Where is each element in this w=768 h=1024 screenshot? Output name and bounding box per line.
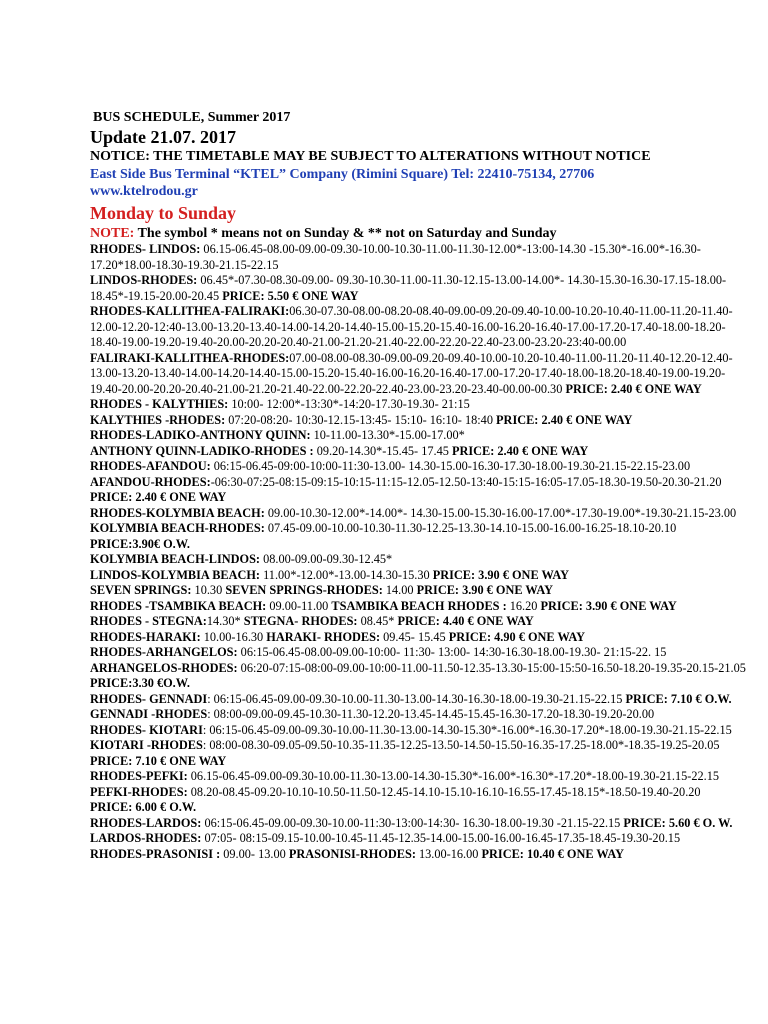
schedule-row [90,816,752,832]
route-name: KALYTHIES -RHODES: [90,412,226,427]
route-name: LARDOS-RHODES: [90,831,202,845]
route-name: FALIRAKI-KALLITHEA-RHODES: [90,350,290,365]
update-date: Update 21.07. 2017 [90,127,237,147]
route-name: RHODES-AFANDOU: [90,459,211,473]
departure-times: : 06:15-06.45-09.00-09.30-10.00-11.30-13.00-14.30-15.30*-16.00*-16.30-17.20*-18.00-19.30-21.15-22.15 [202,722,732,737]
route-name: LINDOS-RHODES: [90,273,198,287]
alteration-notice: NOTICE: THE TIMETABLE MAY BE SUBJECT TO ALTERATIONS WITHOUT NOTICE [90,149,651,164]
price-label: PRICE: 7.10 € ONE WAY [90,753,227,768]
schedule-row [90,738,752,754]
price-label: PRICE:3.30 €O.W. [90,676,190,690]
schedule-row [90,568,752,584]
schedule-title: BUS SCHEDULE, Summer 2017 [93,110,291,125]
website-link[interactable]: www.ktelrodou.gr [90,184,198,199]
departure-times: 06.15-06.45-09.00-09.30-10.00-11.30-13.00-14.30-15.30*-16.00*-16.30*-17.20*-18.00-19.30-21.15-22.15 [187,769,720,783]
route-name: RHODES- KIOTARI [90,722,203,737]
route-name: ARHANGELOS-RHODES: [90,660,238,675]
schedule-row [90,692,752,708]
route-name: PRASONISI-RHODES: [288,846,416,861]
schedule-row [90,614,752,630]
days-heading: Monday to Sunday [90,203,237,223]
route-name: RHODES-KALLITHEA-FALIRAKI: [90,304,290,318]
price-label: PRICE: 4.40 € ONE WAY [397,614,534,628]
terminal-info: East Side Bus Terminal “KTEL” Company (Rimini Square) Tel: 22410-75134, 27706 [90,167,595,182]
price-label: PRICE: 2.40 € ONE WAY [565,381,702,396]
schedule-row [90,552,752,568]
price-label: PRICE: 7.10 € O.W. [625,691,732,706]
schedule-row [90,785,752,801]
price-label: PRICE: 6.00 € O.W. [90,800,197,814]
departure-times: 09.00-11.00 [266,598,332,613]
note-label: NOTE: [90,226,135,241]
route-name: PEFKI-RHODES: [90,784,188,799]
schedule-row [90,599,752,615]
departure-times: : 08:00-08.30-09.05-09.50-10.35-11.35-12.25-13.50-14.50-15.50-16.35-17.25-18.00*-18.35-19.25-20.05 [202,738,720,752]
route-name: GENNADI -RHODES [90,707,208,721]
schedule-row [90,428,752,444]
price-label: PRICE: 2.40 € ONE WAY [496,412,633,427]
price-label: PRICE: 4.90 € ONE WAY [448,629,586,644]
departure-times: : 06:15-06.45-09.00-09.30-10.00-11.30-13.00-14.30-16.30-18.00-19.30-21.15-22.15 [207,691,626,706]
departure-times: 08.00-09.00-09.30-12.45* [260,552,393,566]
schedule-row [90,273,752,304]
schedule-row [90,800,752,816]
route-name: KOLYMBIA BEACH-RHODES: [90,521,265,535]
departure-times: 13.00-16.00 [415,846,482,861]
schedule-row [90,444,752,460]
departure-times: 09.45- 15.45 [380,629,449,644]
price-label: PRICE: 5.60 € O. W. [623,815,733,830]
departure-times: 06:15-06.45-09.00-09.30-10.00-11:30-13:00-14:30- 16.30-18.00-19.30 -21.15-22.15 [201,815,624,830]
route-name: RHODES-PRASONISI : [90,846,221,861]
schedule-row [90,583,752,599]
route-name: HARAKI- RHODES: [266,629,381,644]
schedule-row [90,304,752,351]
price-label: PRICE: 5.50 € ONE WAY [222,288,359,303]
route-name: RHODES-PEFKI: [90,769,188,783]
route-name: RHODES - KALYTHIES: [90,397,229,411]
route-name: RHODES-KOLYMBIA BEACH: [90,505,265,520]
price-label: PRICE: 10.40 € ONE WAY [481,846,624,861]
departure-times: 08.45* [357,614,398,628]
route-name: AFANDOU-RHODES: [90,474,211,489]
departure-times: 14.00 [382,583,417,597]
price-label: PRICE: 3.90 € ONE WAY [416,583,553,597]
departure-times: 06.30-07.30-08.00-08.20-08.40-09.00-09.20-09.40-10.00-10.20-10.40-11.00-11.20-11.40-12.00-12.20-12:40-13.00-13.20-13.40-14.00-14.20-14.40-15.00-15.20-15.40-16.00-16.20-16.40-17.00-17.20-17.40-18.00-18.20-18.40-19.00-19.20-19.40-20.00-20.20-20.40-21.00-21.20-21.40-22.00-22.20-22.40-23.00-23.20-23:40-00.00 [90,304,733,349]
schedule-row [90,707,752,723]
route-name: RHODES- LINDOS: [90,242,201,256]
departure-times: 09.00- 13.00 [220,846,289,861]
route-name: KOLYMBIA BEACH-LINDOS: [90,552,261,566]
schedule-row [90,847,752,863]
departure-times: : 08:00-09.00-09.45-10.30-11.30-12.20-13.45-14.45-15.45-16.30-17.20-18.30-19.20-20.00 [207,707,655,721]
departure-times: 10-11.00-13.30*-15.00-17.00* [310,428,465,442]
schedule-row [90,769,752,785]
departure-times: 07.45-09.00-10.00-10.30-11.30-12.25-13.30-14.10-15.00-16.00-16.25-18.10-20.10 [264,521,677,535]
route-name: TSAMBIKA BEACH RHODES : [331,598,507,613]
route-name: STEGNA- RHODES: [243,614,358,628]
departure-times: 06:15-06.45-09:00-10:00-11:30-13.00- 14.30-15.00-16.30-17.30-18.00-19.30-21.15-22.15-23.00 [210,459,691,473]
departure-times: 10.00-16.30 [200,629,267,644]
schedule-row [90,723,752,739]
departure-times: 10.30 [191,583,226,597]
route-name: RHODES- GENNADI [90,691,208,706]
price-label: PRICE: 3.90 € ONE WAY [540,598,677,613]
schedule-row [90,676,752,692]
departure-times: 16.20 [506,598,541,613]
departure-times: 08.20-08.45-09.20-10.10-10.50-11.50-12.45-14.10-15.10-16.10-16.55-17.45-18.15*-18.50-19.40-20.20 [187,784,701,799]
schedule-row [90,490,752,506]
departure-times: 07.00-08.00-08.30-09.00-09.20-09.40-10.00-10.20-10.40-11.00-11.20-11.40-12.20-12.40-13.00-13.20-13.40-14.00-14.20-14.40-15.00-15.20-15.40-16.00-16.20-16.40-17.00-17.20-17.40-18.00-18.20-18.40-19.00-19.20-19.40-20.00-20.20-20.40-21.00-21.20-21.40-22.00-22.20-22.40-23.00-23.20-23.40-00.00-00.30 [90,350,733,396]
schedule-row [90,645,752,661]
departure-times: -06:30-07:25-08:15-09:15-10:15-11:15-12.05-12.50-13:40-15:15-16:05-17.05-18.30-19.50-20.30-21.20 [210,474,722,489]
schedule-row [90,521,752,537]
symbol-note [90,225,752,242]
route-name: RHODES-LARDOS: [90,815,202,830]
route-name: KIOTARI -RHODES [90,738,203,752]
departure-times: 09.20-14.30*-15.45- 17.45 [313,443,452,458]
schedule-list [90,242,752,862]
schedule-row [90,242,752,273]
departure-times: 11.00*-12.00*-13.00-14.30-15.30 [260,567,433,582]
route-name: LINDOS-KOLYMBIA BEACH: [90,567,261,582]
price-label: PRICE: 2.40 € ONE WAY [90,490,227,504]
route-name: RHODES -TSAMBIKA BEACH: [90,598,267,613]
schedule-row [90,661,752,677]
route-name: ANTHONY QUINN-LADIKO-RHODES : [90,443,314,458]
schedule-row [90,506,752,522]
departure-times: 07:20-08:20- 10:30-12.15-13:45- 15:10- 16:10- 18:40 [225,412,497,427]
departure-times: 06.15-06.45-08.00-09.00-09.30-10.00-10.30-11.00-11.30-12.00*-13:00-14.30 -15.30*-16.00*-16.30-17.20*18.00-18.30-19.30-21.15-22.15 [90,242,701,272]
route-name: SEVEN SPRINGS: [90,583,192,597]
route-name: RHODES-HARAKI: [90,629,201,644]
schedule-row [90,475,752,491]
departure-times: 10:00- 12:00*-13:30*-14:20-17.30-19.30- 21:15 [228,397,470,411]
departure-times: 06.45*-07.30-08.30-09.00- 09.30-10.30-11.00-11.30-12.15-13.00-14.00*- 14.30-15.30-16.30-17.15-18.00-18.45*-19.15-20.00-20.45 [90,273,727,303]
price-label: PRICE:3.90€ O.W. [90,536,190,551]
schedule-row [90,831,752,847]
route-name: RHODES - STEGNA: [90,614,207,628]
departure-times: 07:05- 08:15-09.15-10.00-10.45-11.45-12.35-14.00-15.00-16.00-16.45-17.35-18.45-19.30-20.15 [201,831,681,845]
route-name: RHODES-LADIKO-ANTHONY QUINN: [90,428,311,442]
departure-times: 09.00-10.30-12.00*-14.00*- 14.30-15.00-15.30-16.00-17.00*-17.30-19.00*-19.30-21.15-23.00 [264,505,737,520]
departure-times: 14.30* [206,614,244,628]
schedule-row [90,630,752,646]
schedule-row [90,459,752,475]
schedule-row [90,351,752,398]
route-name: SEVEN SPRINGS-RHODES: [225,583,383,597]
note-text: The symbol * means not on Sunday & ** not on Saturday and Sunday [134,226,557,241]
price-label: PRICE: 2.40 € ONE WAY [451,443,589,458]
departure-times: 06:20-07:15-08:00-09.00-10:00-11.00-11.50-12.35-13.30-15:00-15:50-16.50-18.20-19.35-20.15-21.05 [237,660,746,675]
schedule-row [90,413,752,429]
schedule-row [90,397,752,413]
schedule-row [90,537,752,553]
document-page [90,110,752,862]
route-name: RHODES-ARHANGELOS: [90,645,238,659]
departure-times: 06:15-06.45-08.00-09.00-10:00- 11:30- 13:00- 14:30-16.30-18.00-19.30- 21:15-22. 15 [237,645,667,659]
schedule-row [90,754,752,770]
price-label: PRICE: 3.90 € ONE WAY [432,567,570,582]
